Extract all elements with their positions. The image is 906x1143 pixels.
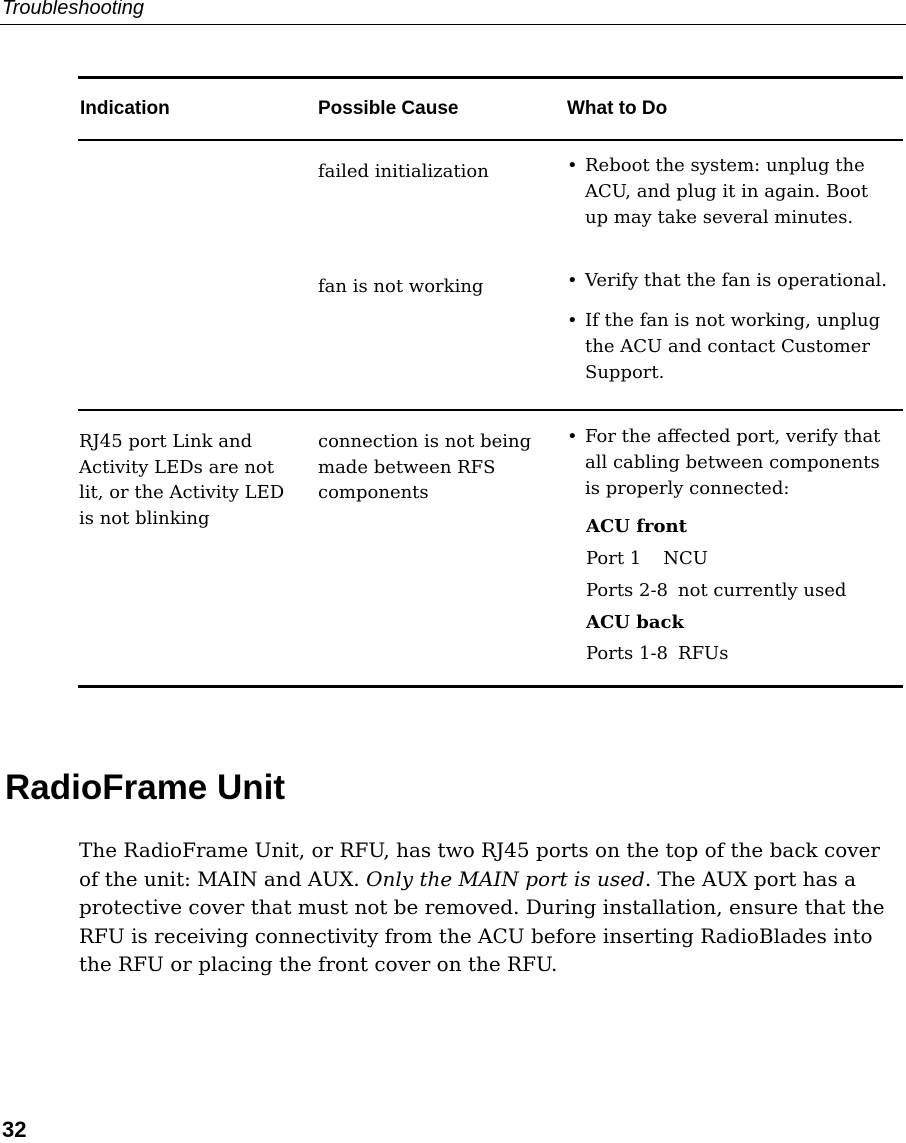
section-paragraph (79, 836, 901, 979)
action-verify-cabling (567, 424, 887, 502)
indication-rj45-leds: RJ45 port Link and Activity LEDs are not lit, or the Activity LED is not blinking (79, 431, 285, 529)
bullet-icon: • (567, 155, 578, 176)
port-mapping-front-2-8 (586, 579, 886, 603)
cause-connection-not-made: connection is not being made between RFS components (318, 431, 532, 503)
action-text: If the fan is not working, unplug the ACU and contact Customer Support. (585, 310, 881, 383)
paragraph-text: The RadioFrame Unit, or RFU, has two RJ45 ports on the top of the back cover of the unit: MAIN and AUX. (79, 838, 880, 891)
table-bottom-rule (78, 685, 903, 688)
port-label: Port 1 (586, 548, 642, 569)
paragraph-text: . The AUX port has a protective cover that must not be removed. During installation, ensure that the RFU is receiving connectivity from the ACU before inserting RadioBlades into the RFU or placing the front cover on the RFU. (79, 866, 885, 977)
page-number: 32 (2, 1117, 27, 1142)
column-header-possible-cause: Possible Cause (318, 98, 459, 119)
action-text: For the affected port, verify that all cabling between components is properly connected: (585, 426, 881, 499)
action-reboot-system (567, 153, 887, 231)
acu-front-label: ACU front (586, 516, 687, 537)
port-label: Ports 1-8 (586, 643, 669, 664)
table-header-rule (78, 139, 903, 141)
bullet-icon: • (567, 310, 578, 331)
table-top-rule (78, 76, 903, 79)
action-text: Verify that the fan is operational. (585, 270, 888, 291)
acu-back-label: ACU back (586, 612, 684, 633)
column-header-what-to-do: What to Do (567, 98, 668, 119)
action-text: Reboot the system: unplug the ACU, and plug it in again. Boot up may take several minutes. (585, 155, 869, 228)
port-mapping-front-1 (586, 547, 886, 571)
table-row-divider (78, 409, 903, 411)
port-value: not currently used (678, 580, 847, 601)
port-mapping-back-1-8 (586, 642, 886, 666)
action-verify-fan (567, 268, 897, 294)
cause-failed-initialization: failed initialization (318, 161, 489, 182)
port-value: NCU (663, 548, 708, 569)
running-header-title: Troubleshooting (2, 0, 144, 19)
action-contact-support (567, 308, 897, 386)
bullet-icon: • (567, 426, 578, 447)
header-rule (0, 24, 906, 25)
port-label: Ports 2-8 (586, 580, 669, 601)
section-title: RadioFrame Unit (5, 768, 286, 807)
bullet-icon: • (567, 270, 578, 291)
port-value: RFUs (678, 643, 729, 664)
column-header-indication: Indication (80, 98, 170, 119)
paragraph-emphasis: Only the MAIN port is used (366, 866, 645, 891)
cause-fan-not-working: fan is not working (318, 276, 484, 297)
